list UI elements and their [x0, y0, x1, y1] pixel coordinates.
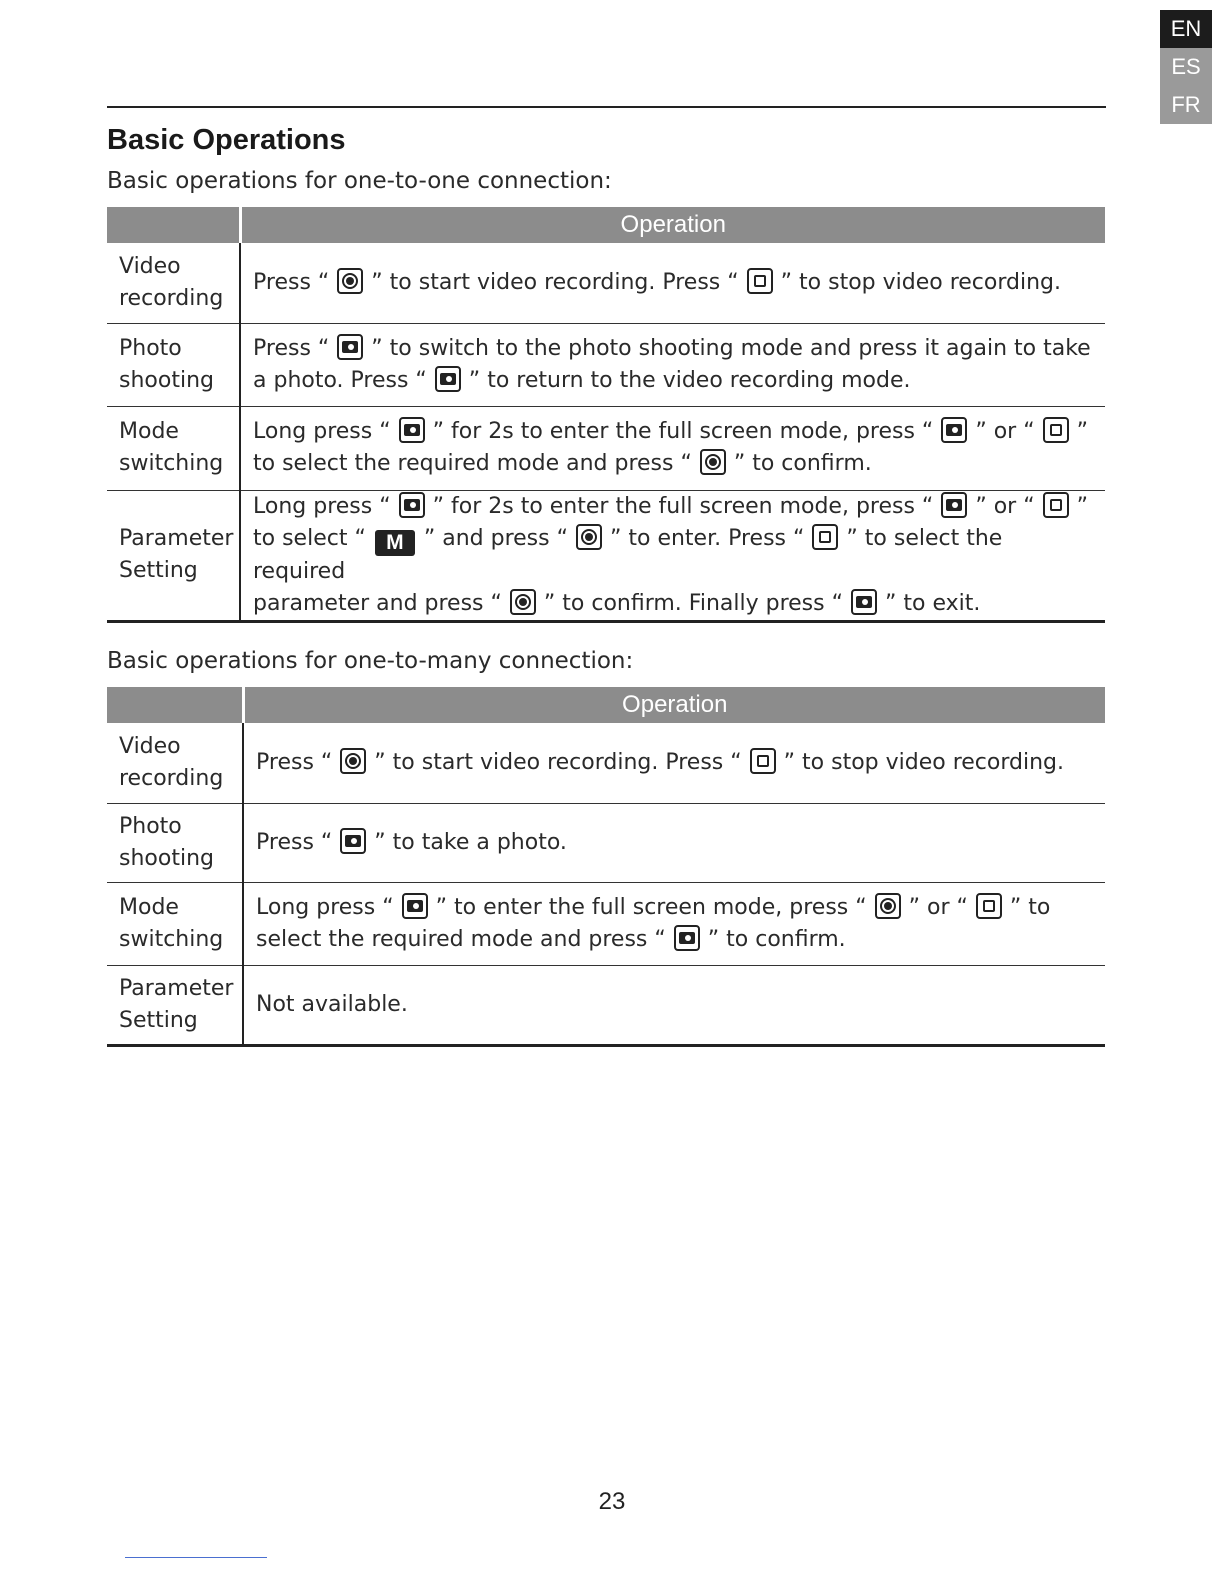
- description-line: [256, 747, 1091, 779]
- description-text: parameter and press “: [253, 590, 509, 616]
- description-line: [253, 491, 1091, 523]
- description-text: ” to start video recording. Press “: [364, 269, 746, 295]
- description-text: ” to take a photo.: [367, 829, 567, 855]
- description-text: ”: [1069, 419, 1088, 444]
- description-text: Not available.: [256, 991, 408, 1017]
- description-text: to select “: [253, 525, 373, 551]
- row-description: [240, 490, 1105, 621]
- description-text: ”: [1069, 493, 1088, 519]
- lang-tab-fr[interactable]: FR: [1160, 86, 1212, 124]
- description-text: ” to stop video recording.: [776, 749, 1064, 775]
- row-description: [243, 882, 1105, 965]
- table-row: [107, 323, 1105, 406]
- row-description: [240, 406, 1105, 490]
- description-text: Press “: [253, 335, 337, 361]
- description-text: Press “: [256, 749, 340, 775]
- row-label-line: Video: [119, 733, 181, 759]
- table-row: [107, 490, 1105, 621]
- row-label-line: Photo: [119, 335, 182, 361]
- stop-icon: [976, 893, 1002, 919]
- description-line: [253, 333, 1091, 365]
- description-line: [253, 523, 1091, 588]
- description-text: ” to select the required: [253, 525, 1003, 584]
- camera-icon: [851, 589, 877, 615]
- row-label-line: Parameter: [119, 975, 234, 1001]
- camera-icon: [340, 828, 366, 854]
- description-text: ” to return to the video recording mode.: [461, 367, 911, 393]
- camera-icon: [941, 492, 967, 518]
- stop-icon: [747, 268, 773, 294]
- row-description: [240, 243, 1105, 323]
- table-row: [107, 882, 1105, 965]
- description-line: [256, 892, 1091, 924]
- stop-icon: [1043, 492, 1069, 518]
- row-label-line: shooting: [119, 367, 214, 393]
- description-text: ” to start video recording. Press “: [367, 749, 749, 775]
- table-row: [107, 243, 1105, 323]
- row-description: [243, 723, 1105, 803]
- row-label-line: recording: [119, 285, 224, 311]
- table-header-blank: [107, 687, 243, 723]
- row-label: [107, 803, 243, 882]
- description-text: select the required mode and press “: [256, 926, 673, 952]
- description-text: ” for 2s to enter the full screen mode, press “: [425, 493, 941, 519]
- description-text: ” to confirm. Finally press “: [536, 590, 850, 616]
- description-text: ” for 2s to enter the full screen mode, press “: [425, 419, 941, 444]
- rec-icon: [875, 893, 901, 919]
- camera-icon: [674, 925, 700, 951]
- description-line: [253, 267, 1091, 299]
- description-text: ” and press “: [416, 525, 575, 551]
- rec-icon: [337, 268, 363, 294]
- camera-icon: [337, 334, 363, 360]
- lang-tab-en[interactable]: EN: [1160, 10, 1212, 48]
- top-divider: [107, 106, 1106, 108]
- rec-icon: [340, 748, 366, 774]
- row-label: [107, 965, 243, 1045]
- row-label-line: Mode: [119, 419, 179, 444]
- description-text: to select the required mode and press “: [253, 451, 699, 476]
- row-label: [107, 490, 240, 621]
- page-number: 23: [598, 1488, 626, 1515]
- row-label-line: shooting: [119, 845, 214, 871]
- table-header-operation: Operation: [243, 687, 1105, 723]
- row-label-line: recording: [119, 765, 224, 791]
- description-line: [256, 827, 1091, 859]
- row-label-line: switching: [119, 926, 224, 952]
- one-to-one-subtitle: Basic operations for one-to-one connection:: [107, 168, 612, 194]
- table-row: [107, 965, 1105, 1045]
- footer-link-line: [125, 1557, 267, 1558]
- row-label-line: switching: [119, 451, 224, 476]
- description-text: ” to enter. Press “: [602, 525, 812, 551]
- row-label-line: Video: [119, 253, 181, 279]
- description-line: [256, 989, 1091, 1021]
- camera-icon: [435, 366, 461, 392]
- camera-icon: [941, 417, 967, 443]
- description-text: Long press “: [256, 894, 401, 920]
- table-header-operation: Operation: [240, 207, 1105, 243]
- description-line: [253, 365, 1091, 397]
- description-text: ” to: [1002, 894, 1051, 920]
- description-text: a photo. Press “: [253, 367, 434, 393]
- description-line: [256, 924, 1091, 956]
- row-label-line: Setting: [119, 558, 198, 583]
- row-label: [107, 723, 243, 803]
- description-line: [253, 588, 1091, 620]
- description-text: Press “: [253, 269, 337, 295]
- section-title: Basic Operations: [107, 124, 346, 156]
- row-description: [243, 803, 1105, 882]
- description-line: [253, 448, 1091, 480]
- row-label: [107, 243, 240, 323]
- camera-icon: [402, 893, 428, 919]
- table-row: [107, 803, 1105, 882]
- row-label: [107, 882, 243, 965]
- m-icon: M: [375, 530, 415, 556]
- description-text: ” to confirm.: [726, 451, 872, 476]
- rec-icon: [576, 524, 602, 550]
- row-label-line: Photo: [119, 813, 182, 839]
- description-text: ” or “: [968, 419, 1042, 444]
- one-to-many-table: [107, 687, 1105, 1047]
- stop-icon: [812, 524, 838, 550]
- description-text: Long press “: [253, 419, 398, 444]
- rec-icon: [510, 589, 536, 615]
- table-row: [107, 406, 1105, 490]
- description-text: Long press “: [253, 493, 398, 519]
- description-text: Press “: [256, 829, 340, 855]
- row-description: [243, 965, 1105, 1045]
- description-text: ” to exit.: [877, 590, 981, 616]
- stop-icon: [1043, 417, 1069, 443]
- row-label-line: Setting: [119, 1007, 198, 1033]
- description-text: ” to switch to the photo shooting mode and press it again to take: [364, 335, 1091, 361]
- stop-icon: [750, 748, 776, 774]
- row-label: [107, 406, 240, 490]
- row-label-line: Parameter: [119, 526, 234, 551]
- row-label: [107, 323, 240, 406]
- description-text: ” to confirm.: [700, 926, 846, 952]
- table-row: [107, 723, 1105, 803]
- description-text: ” to stop video recording.: [773, 269, 1061, 295]
- description-text: ” or “: [968, 493, 1042, 519]
- rec-icon: [700, 449, 726, 475]
- description-text: ” or “: [901, 894, 975, 920]
- one-to-one-table: [107, 207, 1105, 623]
- row-label-line: Mode: [119, 894, 179, 920]
- one-to-many-subtitle: Basic operations for one-to-many connection:: [107, 648, 634, 674]
- row-description: [240, 323, 1105, 406]
- description-line: [253, 416, 1091, 448]
- language-tabs: [1160, 10, 1212, 124]
- description-text: ” to enter the full screen mode, press “: [428, 894, 874, 920]
- camera-icon: [399, 417, 425, 443]
- camera-icon: [399, 492, 425, 518]
- lang-tab-es[interactable]: ES: [1160, 48, 1212, 86]
- table-header-blank: [107, 207, 240, 243]
